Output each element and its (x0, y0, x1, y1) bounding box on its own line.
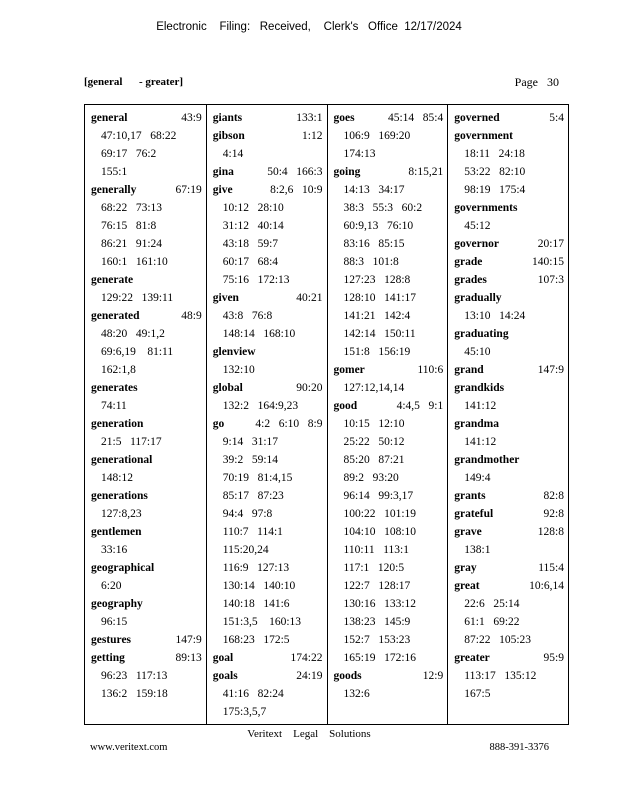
page-line-reference: 10:6,14 (529, 580, 564, 592)
index-entry-head (454, 109, 564, 127)
page-number: Page 30 (514, 75, 559, 89)
index-word: grandma (454, 418, 499, 430)
index-entry-head (454, 289, 564, 307)
page-line-reference: 147:9 (537, 364, 564, 376)
index-entry-head (454, 451, 564, 469)
index-entry (454, 451, 564, 487)
index-entry-head (213, 289, 323, 307)
page-line-reference: 116:9 127:13 (222, 562, 290, 574)
page-line-reference: 69:6,19 81:11 (101, 346, 174, 358)
index-entry (334, 397, 444, 667)
index-entry-head (454, 559, 564, 577)
page-line-reference: 24:19 (296, 670, 323, 682)
index-entry (91, 109, 202, 181)
index-entry (91, 523, 202, 559)
footer-company-name: Veritext Legal Solutions (247, 728, 371, 740)
page-line-reference: 60:9,13 76:10 (343, 220, 414, 232)
index-entry (334, 163, 444, 361)
index-entry-head (454, 577, 564, 595)
page-line-reference: 4:4,5 9:1 (396, 400, 444, 412)
index-word: generation (91, 418, 144, 430)
index-word: generally (91, 184, 137, 196)
footer-phone: 888-391-3376 (489, 742, 549, 753)
page-line-reference: 115:4 (538, 562, 564, 574)
index-word: graduating (454, 328, 509, 340)
index-entry-head (91, 451, 202, 469)
index-word: geography (91, 598, 143, 610)
index-entry-head (213, 163, 323, 181)
index-entry (213, 181, 323, 289)
index-word: governments (454, 202, 518, 214)
page-line-reference: 152:7 153:23 (343, 634, 411, 646)
page-line-reference: 82:8 (543, 490, 564, 502)
index-entry (454, 559, 564, 577)
index-entry-head (91, 523, 202, 541)
index-entry (454, 199, 564, 235)
index-entry-head (213, 649, 323, 667)
index-entry (454, 109, 564, 127)
index-entry (213, 289, 323, 343)
page-line-reference: 68:22 73:13 (101, 202, 163, 214)
index-entry-head (91, 487, 202, 505)
page-line-reference: 98:19 175:4 (464, 184, 526, 196)
index-entry-head (454, 325, 564, 343)
index-word: grandkids (454, 382, 505, 394)
index-word: getting (91, 652, 125, 664)
page-line-reference: 89:13 (175, 652, 202, 664)
page-line-reference: 133:1 (296, 112, 323, 124)
page-line-reference: 115:20,24 (222, 544, 269, 556)
index-entry (454, 127, 564, 199)
index-entry (334, 361, 444, 397)
index-entry-head (91, 379, 202, 397)
index-word: grave (454, 526, 482, 538)
page-line-reference: 60:17 68:4 (222, 256, 279, 268)
index-entry-head (334, 397, 444, 415)
index-word: goes (333, 112, 355, 124)
index-entry (454, 505, 564, 523)
index-entry (91, 181, 202, 271)
page-line-reference: 174:22 (290, 652, 323, 664)
index-column (85, 105, 206, 724)
page-line-reference: 75:16 172:13 (222, 274, 290, 286)
index-entry-head (334, 163, 444, 181)
index-entry-head (334, 667, 444, 685)
index-column (206, 105, 327, 724)
index-word: generational (91, 454, 153, 466)
page-line-reference: 74:11 (101, 400, 127, 412)
index-word: generated (91, 310, 140, 322)
index-entry (454, 361, 564, 379)
index-entry-head (454, 253, 564, 271)
index-word: give (212, 184, 233, 196)
page-line-reference: 167:5 (464, 688, 491, 700)
index-entry-head (334, 361, 444, 379)
index-entry (454, 235, 564, 253)
page-line-reference: 96:23 117:13 (101, 670, 168, 682)
page-line-reference: 33:16 (101, 544, 128, 556)
index-entry (454, 379, 564, 415)
index-entry (454, 415, 564, 451)
page-line-reference: 5:4 (549, 112, 564, 124)
page-line-reference: 6:20 (101, 580, 122, 592)
index-entry-head (454, 199, 564, 217)
page-line-reference: 175:3,5,7 (222, 706, 267, 718)
index-entry (91, 307, 202, 379)
page-line-reference: 141:21 142:4 (343, 310, 411, 322)
page-line-reference: 4:2 6:10 8:9 (255, 418, 323, 430)
index-entry-head (454, 379, 564, 397)
index-entry-head (454, 487, 564, 505)
page-line-reference: 50:4 166:3 (267, 166, 323, 178)
page-line-reference: 69:17 76:2 (101, 148, 157, 160)
index-word: go (212, 418, 225, 430)
index-word: grants (454, 490, 486, 502)
page-line-reference: 25:22 50:12 (343, 436, 405, 448)
page-line-reference: 141:12 (464, 400, 497, 412)
page-line-reference: 87:22 105:23 (464, 634, 532, 646)
index-entry-head (454, 361, 564, 379)
index-entry-head (91, 559, 202, 577)
index-entry (454, 325, 564, 361)
index-entry-head (454, 127, 564, 145)
page-line-reference: 127:8,23 (101, 508, 142, 520)
page-line-reference: 147:9 (175, 634, 202, 646)
index-column (447, 105, 568, 724)
index-entry-head (91, 271, 202, 289)
index-entry-head (91, 415, 202, 433)
page-line-reference: 43:9 (181, 112, 202, 124)
index-entry (91, 487, 202, 523)
page-line-reference: 61:1 69:22 (464, 616, 520, 628)
index-word: government (454, 130, 514, 142)
page-line-reference: 18:11 24:18 (464, 148, 525, 160)
page-line-reference: 45:10 (464, 346, 491, 358)
page-line-reference: 9:14 31:17 (222, 436, 279, 448)
index-column (327, 105, 448, 724)
index-word: goal (212, 652, 234, 664)
page-line-reference: 151:8 156:19 (343, 346, 411, 358)
page-line-reference: 136:2 159:18 (101, 688, 168, 700)
index-word: gray (454, 562, 477, 574)
index-entry (213, 667, 323, 721)
index-entry (91, 631, 202, 649)
index-entry-head (213, 415, 323, 433)
page-line-reference: 130:16 133:12 (343, 598, 417, 610)
page-line-reference: 128:10 141:17 (343, 292, 417, 304)
page-line-reference: 106:9 169:20 (343, 130, 411, 142)
page-line-reference: 142:14 150:11 (343, 328, 416, 340)
index-word: giants (212, 112, 243, 124)
index-entry (334, 667, 444, 703)
index-word: glenview (212, 346, 256, 358)
page-line-reference: 8:15,21 (408, 166, 444, 178)
page-line-reference: 89:2 93:20 (343, 472, 399, 484)
index-word: gina (212, 166, 234, 178)
index-word: gomer (333, 364, 365, 376)
index-entry (91, 595, 202, 631)
index-word: grateful (454, 508, 494, 520)
page-line-reference: 31:12 40:14 (222, 220, 284, 232)
page-line-reference: 12:9 (422, 670, 444, 682)
index-entry-head (91, 181, 202, 199)
page-line-reference: 165:19 172:16 (343, 652, 417, 664)
index-entry (213, 379, 323, 415)
index-entry (334, 109, 444, 163)
index-entry-head (213, 127, 323, 145)
index-entry (454, 577, 564, 649)
page-line-reference: 140:18 141:6 (222, 598, 290, 610)
index-word: gradually (454, 292, 502, 304)
index-entry (213, 127, 323, 163)
index-entry-head (91, 631, 202, 649)
page-line-reference: 45:14 85:4 (387, 112, 444, 124)
index-word: gentlemen (91, 526, 142, 538)
page-line-reference: 141:12 (464, 436, 497, 448)
page-line-reference: 43:8 76:8 (222, 310, 273, 322)
index-word: geographical (91, 562, 155, 574)
page-line-reference: 4:14 (222, 148, 244, 160)
index-word: grades (454, 274, 487, 286)
index-word: given (212, 292, 239, 304)
index-entry (454, 649, 564, 703)
index-entry-head (213, 379, 323, 397)
page-line-reference: 40:21 (296, 292, 323, 304)
page-line-reference: 168:23 172:5 (222, 634, 290, 646)
page-line-reference: 21:5 117:17 (101, 436, 162, 448)
index-entry (454, 253, 564, 271)
page-line-reference: 47:10,17 68:22 (101, 130, 177, 142)
index-entry-head (91, 109, 202, 127)
index-entry-head (334, 109, 444, 127)
index-entry-head (454, 235, 564, 253)
page-line-reference: 110:11 113:1 (343, 544, 409, 556)
page-line-reference: 88:3 101:8 (343, 256, 399, 268)
index-entry (213, 343, 323, 379)
page-line-reference: 162:1,8 (101, 364, 136, 376)
index-word: grand (454, 364, 484, 376)
index-word: general (91, 112, 128, 124)
page-line-reference: 174:13 (343, 148, 376, 160)
index-word: global (212, 382, 243, 394)
page-line-reference: 90:20 (296, 382, 323, 394)
page-line-reference: 127:23 128:8 (343, 274, 411, 286)
page-line-reference: 100:22 101:19 (343, 508, 417, 520)
index-word: generations (91, 490, 148, 502)
page-line-reference: 39:2 59:14 (222, 454, 279, 466)
page-line-reference: 8:2,6 10:9 (270, 184, 323, 196)
index-word: gibson (212, 130, 245, 142)
word-index-table (84, 104, 569, 725)
page-line-reference: 95:9 (543, 652, 564, 664)
index-entry-head (91, 307, 202, 325)
page-line-reference: 104:10 108:10 (343, 526, 417, 538)
page-line-reference: 85:20 87:21 (343, 454, 405, 466)
page-line-reference: 85:17 87:23 (222, 490, 284, 502)
page-line-reference: 67:19 (175, 184, 202, 196)
index-entry-head (454, 415, 564, 433)
page-line-reference: 43:18 59:7 (222, 238, 279, 250)
page-line-reference: 155:1 (101, 166, 128, 178)
index-word: greater (454, 652, 490, 664)
page-line-reference: 113:17 135:12 (464, 670, 537, 682)
index-entry-head (91, 649, 202, 667)
index-word: good (333, 400, 358, 412)
index-entry-head (213, 343, 323, 361)
page-line-reference: 148:14 168:10 (222, 328, 296, 340)
page-line-reference: 38:3 55:3 60:2 (343, 202, 423, 214)
index-entry (454, 271, 564, 289)
page-line-reference: 110:6 (417, 364, 444, 376)
page-line-reference: 132:10 (222, 364, 255, 376)
index-entry-head (213, 109, 323, 127)
page-line-reference: 83:16 85:15 (343, 238, 405, 250)
page-line-reference: 138:1 (464, 544, 491, 556)
index-range-label: [general - greater] (84, 76, 184, 88)
page-line-reference: 132:6 (343, 688, 370, 700)
page-line-reference: 149:4 (464, 472, 491, 484)
index-entry-head (454, 523, 564, 541)
page-line-reference: 130:14 140:10 (222, 580, 296, 592)
page-line-reference: 140:15 (532, 256, 564, 268)
index-entry (454, 487, 564, 505)
index-entry-head (454, 505, 564, 523)
page-line-reference: 107:3 (537, 274, 564, 286)
index-entry (91, 559, 202, 595)
page-line-reference: 94:4 97:8 (222, 508, 273, 520)
index-entry (91, 649, 202, 703)
index-entry-head (213, 667, 323, 685)
page-line-reference: 10:15 12:10 (343, 418, 405, 430)
index-word: going (333, 166, 361, 178)
index-word: generates (91, 382, 138, 394)
page-line-reference: 48:20 49:1,2 (101, 328, 165, 340)
index-entry (454, 289, 564, 325)
page-line-reference: 160:1 161:10 (101, 256, 168, 268)
index-entry-head (454, 649, 564, 667)
page-line-reference: 151:3,5 160:13 (222, 616, 302, 628)
page-line-reference: 148:12 (101, 472, 133, 484)
index-entry (213, 163, 323, 181)
page-line-reference: 76:15 81:8 (101, 220, 157, 232)
index-word: governed (454, 112, 500, 124)
page-line-reference: 45:12 (464, 220, 491, 232)
index-word: governor (454, 238, 499, 250)
index-word: generate (91, 274, 134, 286)
page-line-reference: 129:22 139:11 (101, 292, 174, 304)
page-line-reference: 86:21 91:24 (101, 238, 163, 250)
page-line-reference: 110:7 114:1 (222, 526, 283, 538)
page-line-reference: 122:7 128:17 (343, 580, 411, 592)
index-entry (91, 415, 202, 451)
page-line-reference: 132:2 164:9,23 (222, 400, 299, 412)
index-word: goals (212, 670, 238, 682)
page-line-reference: 13:10 14:24 (464, 310, 526, 322)
footer-website: www.veritext.com (90, 742, 168, 753)
page-line-reference: 96:15 (101, 616, 128, 628)
index-word: grandmother (454, 454, 520, 466)
index-word: goods (333, 670, 362, 682)
page-line-reference: 1:12 (302, 130, 323, 142)
index-entry-head (454, 271, 564, 289)
page-line-reference: 70:19 81:4,15 (222, 472, 293, 484)
index-word: grade (454, 256, 483, 268)
index-word: great (454, 580, 480, 592)
page-line-reference: 14:13 34:17 (343, 184, 405, 196)
page-line-reference: 96:14 99:3,17 (343, 490, 414, 502)
page-line-reference: 117:1 120:5 (343, 562, 405, 574)
index-entry (91, 271, 202, 307)
index-entry-head (91, 595, 202, 613)
index-entry (213, 415, 323, 649)
filing-stamp: Electronic Filing: Received, Clerk's Office 12/17/2024 (156, 21, 462, 33)
page-line-reference: 53:22 82:10 (464, 166, 526, 178)
page-line-reference: 20:17 (537, 238, 564, 250)
page-line-reference: 128:8 (537, 526, 564, 538)
page-line-reference: 48:9 (181, 310, 202, 322)
index-entry-head (213, 181, 323, 199)
index-entry (91, 451, 202, 487)
page-line-reference: 127:12,14,14 (343, 382, 405, 394)
page-line-reference: 92:8 (543, 508, 564, 520)
page-line-reference: 41:16 82:24 (222, 688, 284, 700)
page-line-reference: 138:23 145:9 (343, 616, 411, 628)
index-entry (454, 523, 564, 559)
index-entry (213, 109, 323, 127)
page-line-reference: 22:6 25:14 (464, 598, 520, 610)
index-entry (213, 649, 323, 667)
page-line-reference: 10:12 28:10 (222, 202, 284, 214)
index-entry (91, 379, 202, 415)
index-word: gestures (91, 634, 132, 646)
